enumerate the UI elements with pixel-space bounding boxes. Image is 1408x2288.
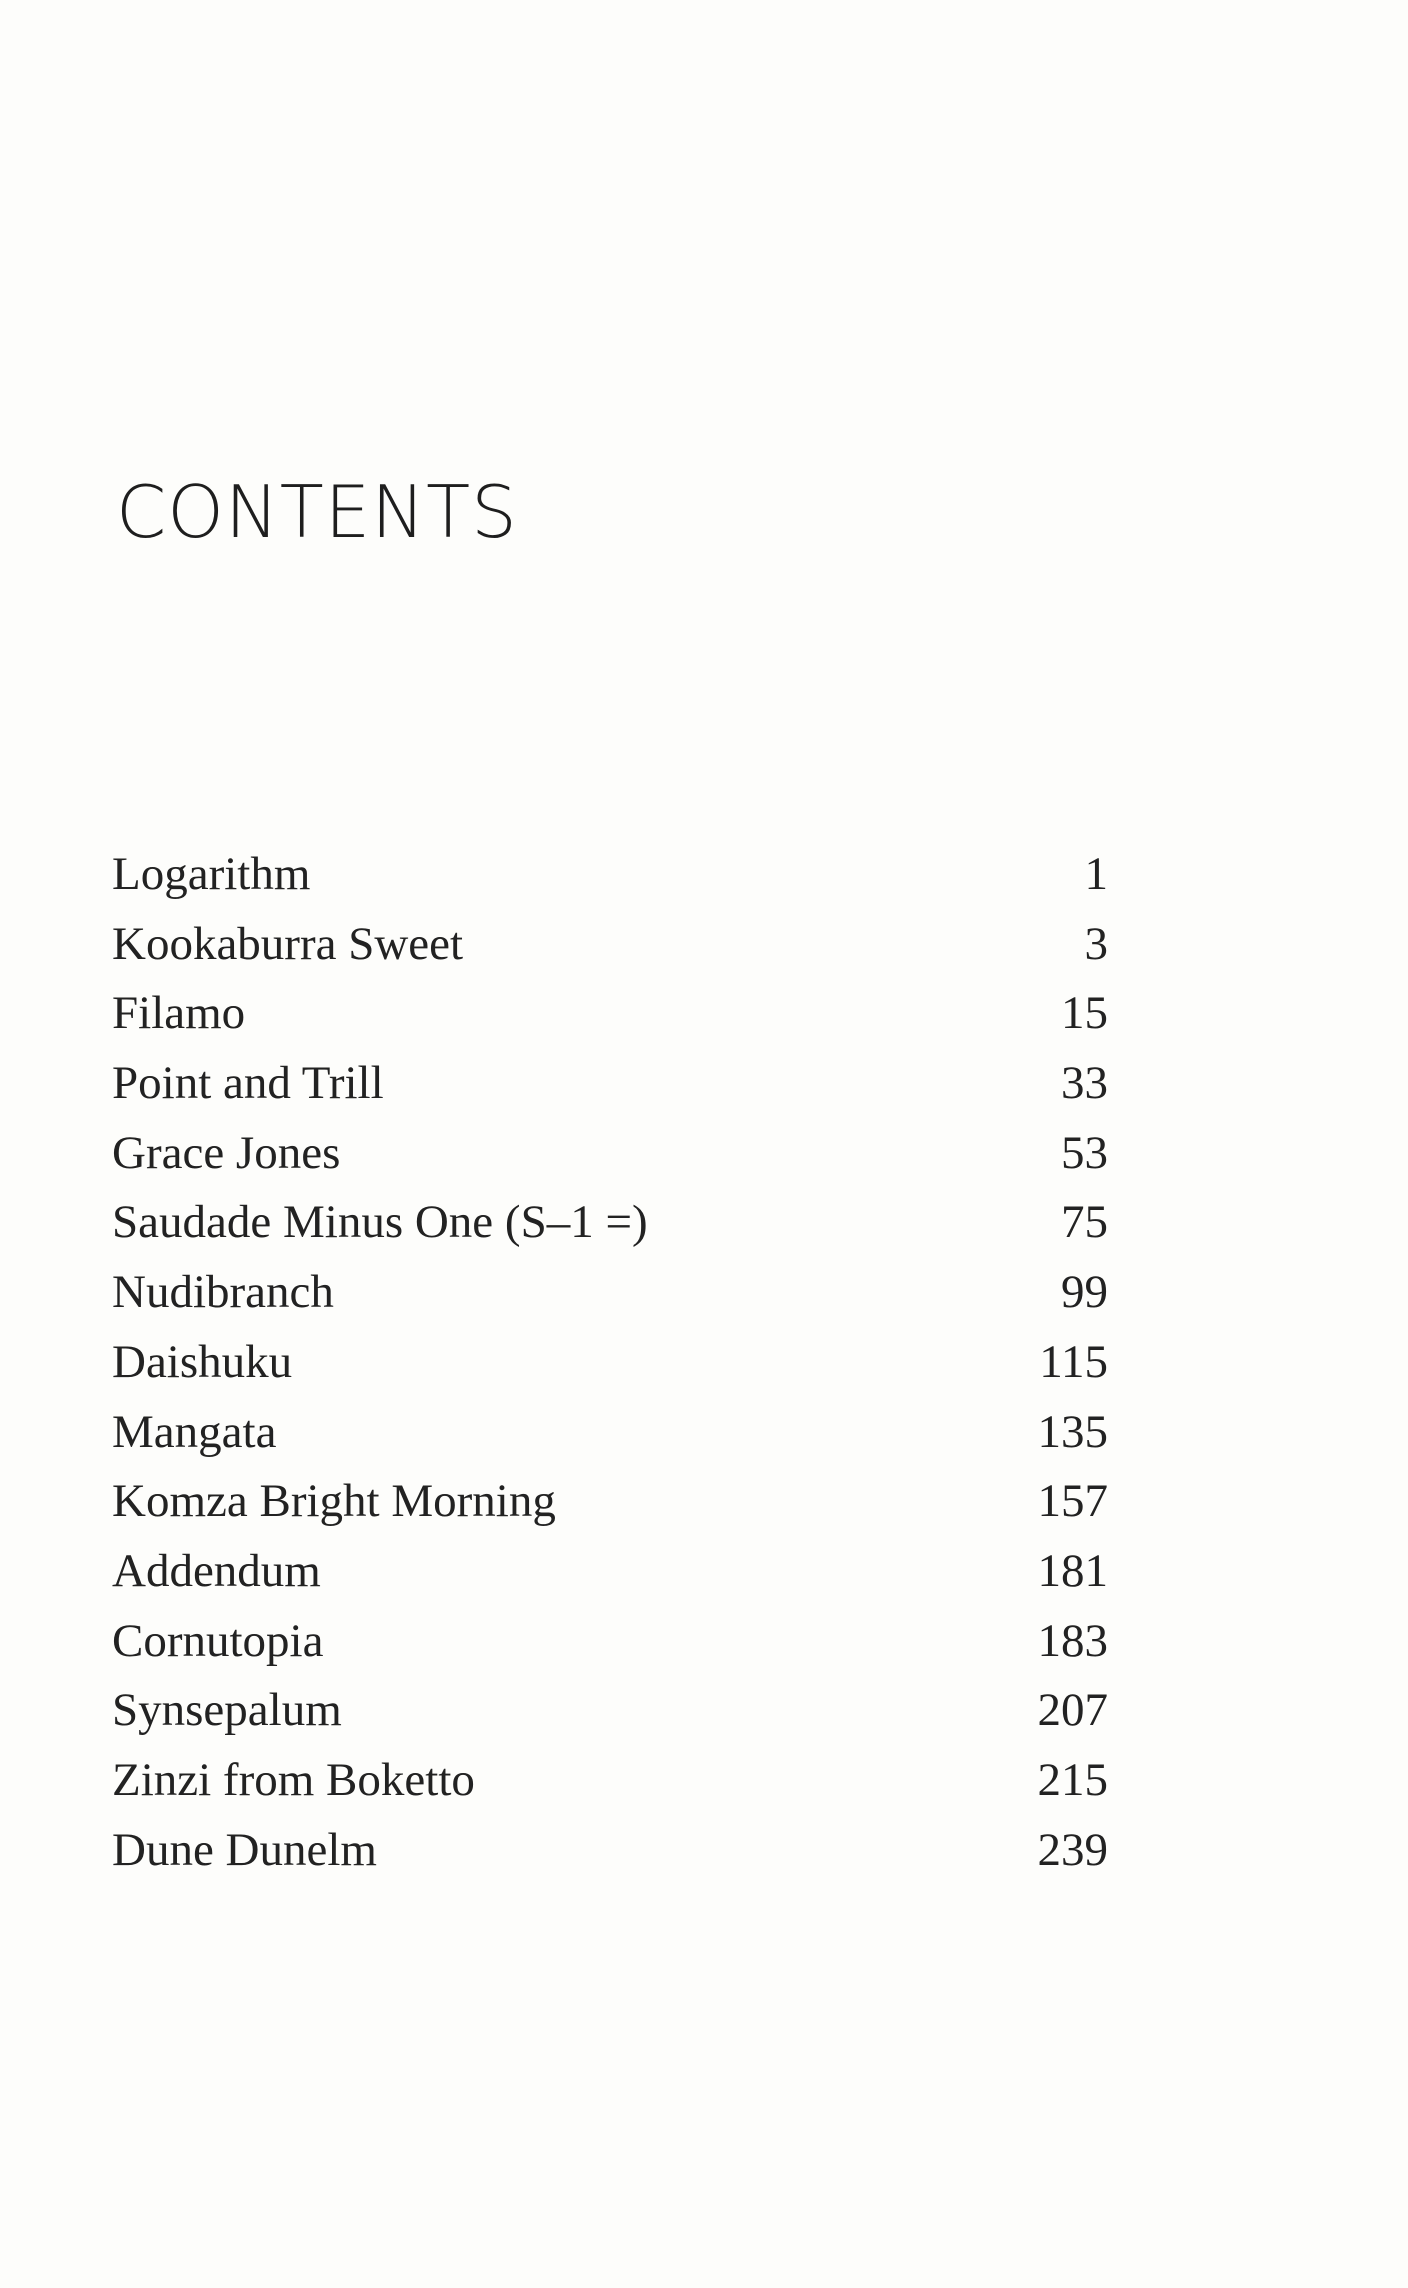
toc-entry-title: Cornutopia — [112, 1614, 324, 1667]
toc-entry-title: Logarithm — [112, 848, 311, 900]
toc-entry — [112, 1816, 1108, 1886]
toc-entry-page: 33 — [1061, 1057, 1108, 1110]
toc-entry-title: Saudade Minus One (S–1 =) — [112, 1196, 648, 1249]
toc-entry-page: 75 — [1061, 1196, 1108, 1249]
toc-entry — [112, 1258, 1108, 1328]
toc-entry — [112, 1398, 1108, 1468]
toc-entry-page: 15 — [1061, 987, 1108, 1040]
toc-entry — [112, 1467, 1108, 1537]
toc-entry-page: 207 — [1037, 1684, 1108, 1737]
toc-entry-page: 181 — [1037, 1544, 1108, 1597]
toc-entry-title: Grace Jones — [112, 1126, 341, 1179]
toc-entry — [112, 910, 1108, 980]
toc-entry-title: Zinzi from Boketto — [112, 1753, 475, 1806]
toc-entry — [112, 1119, 1108, 1189]
table-of-contents — [112, 840, 1108, 1885]
toc-entry-title: Nudibranch — [112, 1266, 334, 1319]
page-title: CONTENTS — [116, 470, 518, 554]
toc-entry-title: Filamo — [112, 987, 246, 1040]
toc-entry-page: 3 — [1084, 917, 1108, 970]
toc-entry — [112, 979, 1108, 1049]
toc-entry-title: Kookaburra Sweet — [112, 917, 464, 970]
toc-entry — [112, 1676, 1108, 1746]
toc-entry-page: 157 — [1037, 1475, 1108, 1528]
toc-entry-title: Synsepalum — [112, 1684, 342, 1737]
toc-entry — [112, 1537, 1108, 1607]
toc-entry-title: Point and Trill — [112, 1057, 384, 1110]
toc-entry-title: Addendum — [112, 1544, 321, 1597]
toc-entry — [112, 1049, 1108, 1119]
toc-entry-page: 135 — [1037, 1405, 1108, 1458]
toc-entry-page: 183 — [1037, 1614, 1108, 1667]
toc-entry — [112, 1188, 1108, 1258]
toc-entry-page: 215 — [1037, 1753, 1108, 1806]
toc-entry-page: 115 — [1039, 1335, 1108, 1388]
toc-entry — [112, 1746, 1108, 1816]
toc-entry — [112, 1607, 1108, 1677]
toc-entry-page: 53 — [1061, 1126, 1108, 1179]
toc-entry-page: 1 — [1084, 848, 1108, 900]
toc-entry — [112, 840, 1108, 910]
toc-entry-page: 99 — [1061, 1266, 1108, 1319]
toc-entry-title: Daishuku — [112, 1335, 293, 1388]
toc-entry-page: 239 — [1037, 1823, 1108, 1876]
toc-entry-title: Komza Bright Morning — [112, 1475, 556, 1528]
toc-entry — [112, 1328, 1108, 1398]
toc-entry-title: Dune Dunelm — [112, 1823, 377, 1876]
toc-entry-title: Mangata — [112, 1405, 277, 1458]
